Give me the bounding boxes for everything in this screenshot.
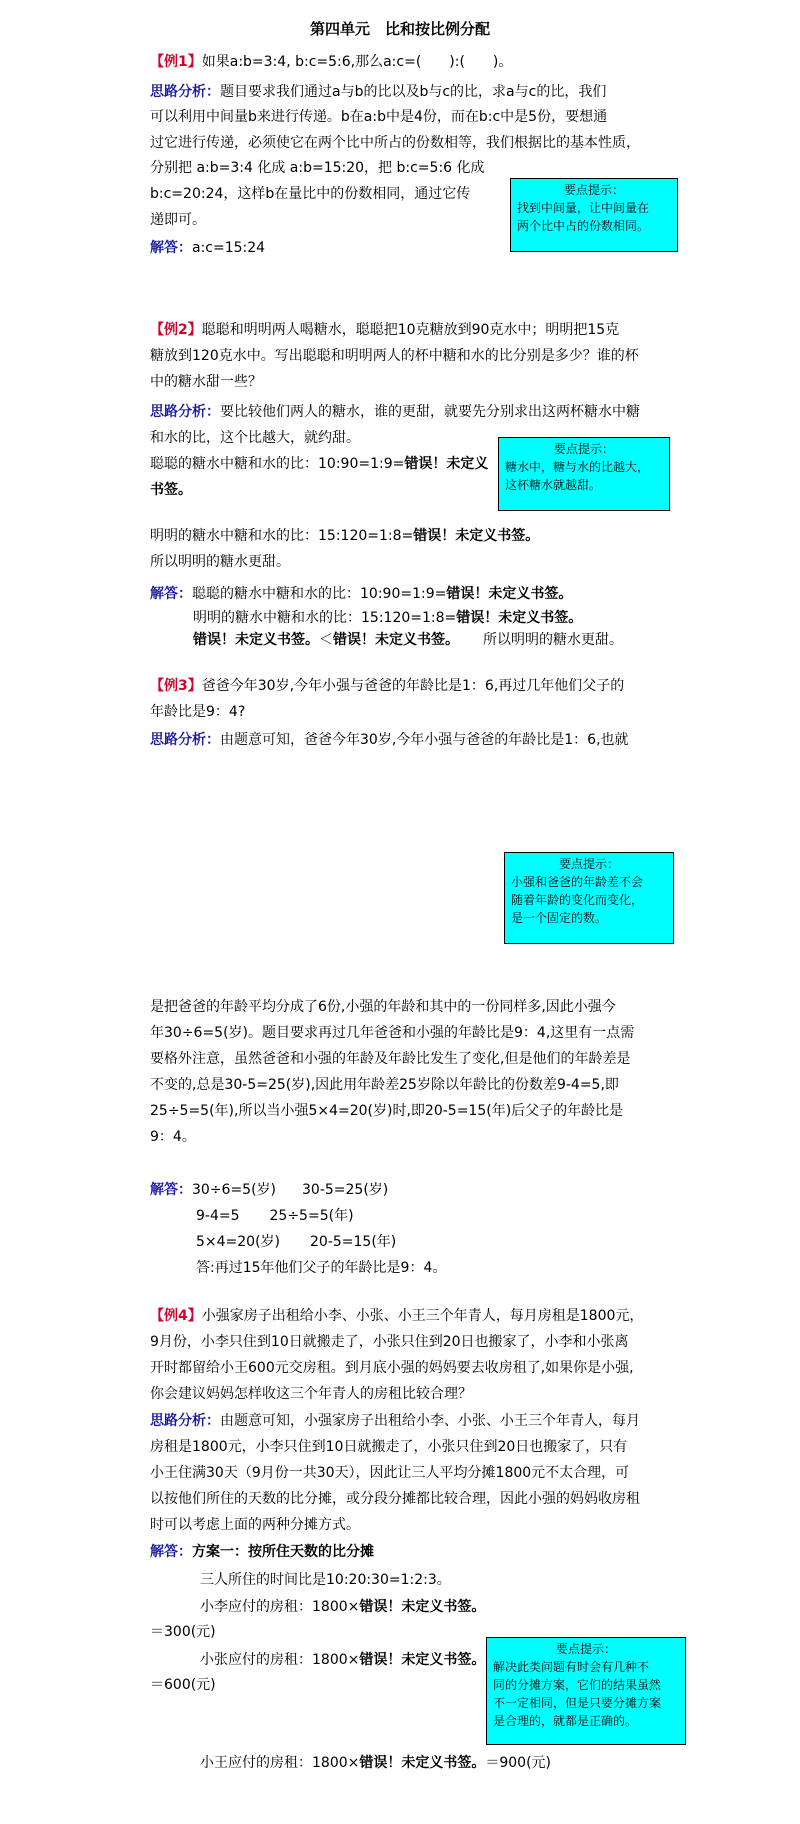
plan-heading: 方案一：按所住天数的比分摊: [192, 1544, 374, 1560]
question-line: 年龄比是9：4?: [150, 704, 246, 720]
answer-line: [150, 584, 572, 604]
question-text: 爸爸今年30岁,今年小强与爸爸的年龄比是1：6,再过几年他们父子的: [201, 678, 625, 694]
calc-text: 聪聪的糖水中糖和水的比：10:90=1:9=: [150, 456, 405, 472]
analysis-text: 题目要求我们通过a与b的比以及b与c的比，求a与c的比，我们: [220, 84, 607, 100]
answer-label: 解答：: [150, 586, 192, 602]
analysis-line: 递即可。: [150, 212, 206, 228]
answer-step: 30-5=25(岁): [302, 1182, 389, 1198]
rent-result: ＝300(元): [150, 1624, 216, 1640]
analysis-line: 以按他们所住的天数的比分摊，或分段分摊都比较合理，因此小强的妈妈收房租: [150, 1491, 640, 1507]
answer-line: [150, 1180, 388, 1200]
rent-text: 小张应付的房租：1800×: [200, 1652, 360, 1668]
analysis-text: 要比较他们两人的糖水，谁的更甜，就要先分别求出这两杯糖水中糖: [220, 404, 640, 420]
answer-label: 解答：: [150, 1544, 192, 1560]
question-text: 小强家房子出租给小李、小张、小王三个年青人，每月房租是1800元，: [201, 1308, 644, 1324]
example-1-question: [150, 52, 512, 72]
answer-text: 聪聪的糖水中糖和水的比：10:90=1:9=: [192, 586, 447, 602]
error-bookmark: 书签。: [150, 482, 192, 498]
analysis-text: 由题意可知，小强家房子出租给小李、小张、小王三个年青人，每月: [220, 1413, 640, 1429]
rent-line-li: [200, 1597, 485, 1617]
question-line: 中的糖水甜一些？: [150, 374, 262, 390]
error-bookmark: 错误！未定义书签。: [359, 1599, 486, 1615]
tip-text: 同的分摊方案，它们的结果虽然: [493, 1678, 662, 1692]
answer-line: [193, 630, 623, 650]
answer-step: 9-4=5: [196, 1208, 240, 1224]
example-2-question: [150, 320, 619, 340]
answer-step: 25÷5=5(年): [269, 1208, 354, 1224]
tip-text: 不一定相同，但是只要分摊方案: [493, 1696, 662, 1710]
analysis-line: [150, 1411, 640, 1431]
answer-step: 30÷6=5(岁): [192, 1182, 277, 1198]
example-3-question: [150, 676, 624, 696]
example-4-label: 【例4】: [150, 1308, 202, 1324]
error-bookmark: 错误！未定义: [404, 456, 489, 472]
conclusion-line: 所以明明的糖水更甜。: [150, 554, 290, 570]
tip-text: 解决此类问题有时会有几种不: [493, 1660, 650, 1674]
question-text: 聪聪和明明两人喝糖水，聪聪把10克糖放到90克水中；明明把15克: [201, 322, 620, 338]
rent-line-zhang: [200, 1650, 485, 1670]
question-line: 开时都留给小王600元交房租。到月底小强的妈妈要去收房租了,如果你是小强,: [150, 1360, 634, 1376]
answer-line: [193, 608, 582, 628]
tip-text: 随着年龄的变化而变化，: [511, 893, 644, 907]
answer-step: 5×4=20(岁): [196, 1234, 281, 1250]
analysis-line: [150, 730, 629, 750]
key-point-tip: [510, 178, 678, 252]
answer-line: [196, 1206, 354, 1226]
analysis-line: 25÷5=5(年),所以当小强5×4=20(岁)时,即20-5=15(年)后父子的年龄比是: [150, 1103, 624, 1119]
tip-text: 找到中间量，让中间量在: [517, 201, 650, 215]
answer-label: 解答：: [150, 240, 192, 256]
analysis-line: [150, 82, 606, 102]
analysis-line: 年30÷6=5(岁)。题目要求再过几年爸爸和小强的年龄比是9：4,这里有一点需: [150, 1025, 635, 1041]
question-line: 你会建议妈妈怎样收这三个年青人的房租比较合理？: [150, 1386, 472, 1402]
answer-text: 所以明明的糖水更甜。: [483, 632, 623, 648]
analysis-line: 可以利用中间量b来进行传递。b在a:b中是4份，而在b:c中是5份，要想通: [150, 109, 608, 125]
analysis-line: 过它进行传递，必须使它在两个比中所占的份数相等，我们根据比的基本性质，: [150, 135, 640, 151]
analysis-line: 要格外注意，虽然爸爸和小强的年龄及年龄比发生了变化,但是他们的年龄差是: [150, 1051, 631, 1067]
analysis-line: 不变的,总是30-5=25(岁),因此用年龄差25岁除以年龄比的份数差9-4=5,即: [150, 1077, 619, 1093]
tip-heading: 要点提示：: [555, 1642, 616, 1656]
answer-line: [196, 1232, 396, 1252]
tip-text: 是一个固定的数。: [511, 911, 608, 925]
error-bookmark: 错误！未定义书签。: [359, 1652, 486, 1668]
calc-text: 明明的糖水中糖和水的比：15:120=1:8=: [150, 528, 414, 544]
example-4-question: [150, 1306, 643, 1326]
tip-heading: 要点提示：: [563, 183, 624, 197]
analysis-line: 9：4。: [150, 1129, 196, 1145]
calc-line: [150, 480, 192, 500]
tip-text: 糖水中，糖与水的比越大，: [505, 460, 650, 474]
answer-text: 明明的糖水中糖和水的比：15:120=1:8=: [193, 610, 457, 626]
analysis-line: [150, 402, 640, 422]
rent-line-wang: [200, 1753, 551, 1773]
tip-heading: 要点提示：: [553, 442, 614, 456]
analysis-line: 时可以考虑上面的两种分摊方式。: [150, 1517, 360, 1533]
error-bookmark: 错误！未定义书签。: [413, 528, 540, 544]
example-2-label: 【例2】: [150, 322, 202, 338]
page-title: 第四单元 比和按比例分配: [309, 20, 490, 38]
error-bookmark: 错误！未定义书签。: [193, 632, 319, 648]
answer-label: 解答：: [150, 1182, 192, 1198]
example-1-label: 【例1】: [150, 54, 202, 70]
analysis-text: 由题意可知，爸爸今年30岁,今年小强与爸爸的年龄比是1：6,也就: [220, 732, 629, 748]
tip-text: 是合理的，就都是正确的。: [493, 1714, 638, 1728]
question-line: 糖放到120克水中。写出聪聪和明明两人的杯中糖和水的比分别是多少？谁的杯: [150, 348, 639, 364]
key-point-tip: [486, 1637, 686, 1745]
tip-text: 小强和爸爸的年龄差不会: [511, 875, 644, 889]
calc-line: [150, 526, 539, 546]
error-bookmark: 错误！未定义书签。: [333, 632, 459, 648]
rent-text: 小王应付的房租：1800×: [200, 1755, 360, 1771]
analysis-line: 分别把 a:b=3:4 化成 a:b=15:20，把 b:c=5:6 化成: [150, 160, 485, 176]
analysis-line: 小王住满30天（9月份一共30天），因此让三人平均分摊1800元不太合理，可: [150, 1465, 630, 1481]
answer-conclusion: 答:再过15年他们父子的年龄比是9：4。: [196, 1260, 447, 1276]
calc-line: [150, 454, 488, 474]
answer-line: [150, 1542, 374, 1562]
key-point-tip: [504, 852, 674, 944]
answer-line: [150, 238, 265, 258]
less-than-sign: ＜: [319, 632, 333, 648]
question-line: 9月份，小李只住到10日就搬走了，小张只住到20日也搬家了，小李和小张离: [150, 1334, 629, 1350]
tip-text: 这杯糖水就越甜。: [505, 478, 602, 492]
analysis-line: 和水的比，这个比越大，就约甜。: [150, 430, 360, 446]
error-bookmark: 错误！未定义书签。: [456, 610, 583, 626]
rent-text: 小李应付的房租：1800×: [200, 1599, 360, 1615]
analysis-line: 房租是1800元，小李只住到10日就搬走了，小张只住到20日也搬家了，只有: [150, 1439, 628, 1455]
key-point-tip: [498, 437, 670, 511]
rent-result: ＝900(元): [485, 1755, 552, 1771]
analysis-label: 思路分析：: [150, 732, 220, 748]
question-text: 如果a:b=3:4, b:c=5:6,那么a:c=( ):( )。: [201, 54, 513, 70]
tip-text: 两个比中占的份数相同。: [517, 219, 650, 233]
analysis-label: 思路分析：: [150, 404, 220, 420]
example-3-label: 【例3】: [150, 678, 202, 694]
rent-result: ＝600(元): [150, 1677, 216, 1693]
error-bookmark: 错误！未定义书签。: [359, 1755, 486, 1771]
answer-text: a:c=15:24: [192, 240, 266, 256]
analysis-label: 思路分析：: [150, 84, 220, 100]
analysis-label: 思路分析：: [150, 1413, 220, 1429]
error-bookmark: 错误！未定义书签。: [446, 586, 573, 602]
analysis-line: 是把爸爸的年龄平均分成了6份,小强的年龄和其中的一份同样多,因此小强今: [150, 999, 616, 1015]
tip-heading: 要点提示：: [558, 857, 619, 871]
analysis-line: b:c=20:24，这样b在量比中的份数相同，通过它传: [150, 186, 471, 202]
ratio-line: 三人所住的时间比是10:20:30=1:2:3。: [200, 1572, 451, 1588]
answer-step: 20-5=15(年): [310, 1234, 397, 1250]
